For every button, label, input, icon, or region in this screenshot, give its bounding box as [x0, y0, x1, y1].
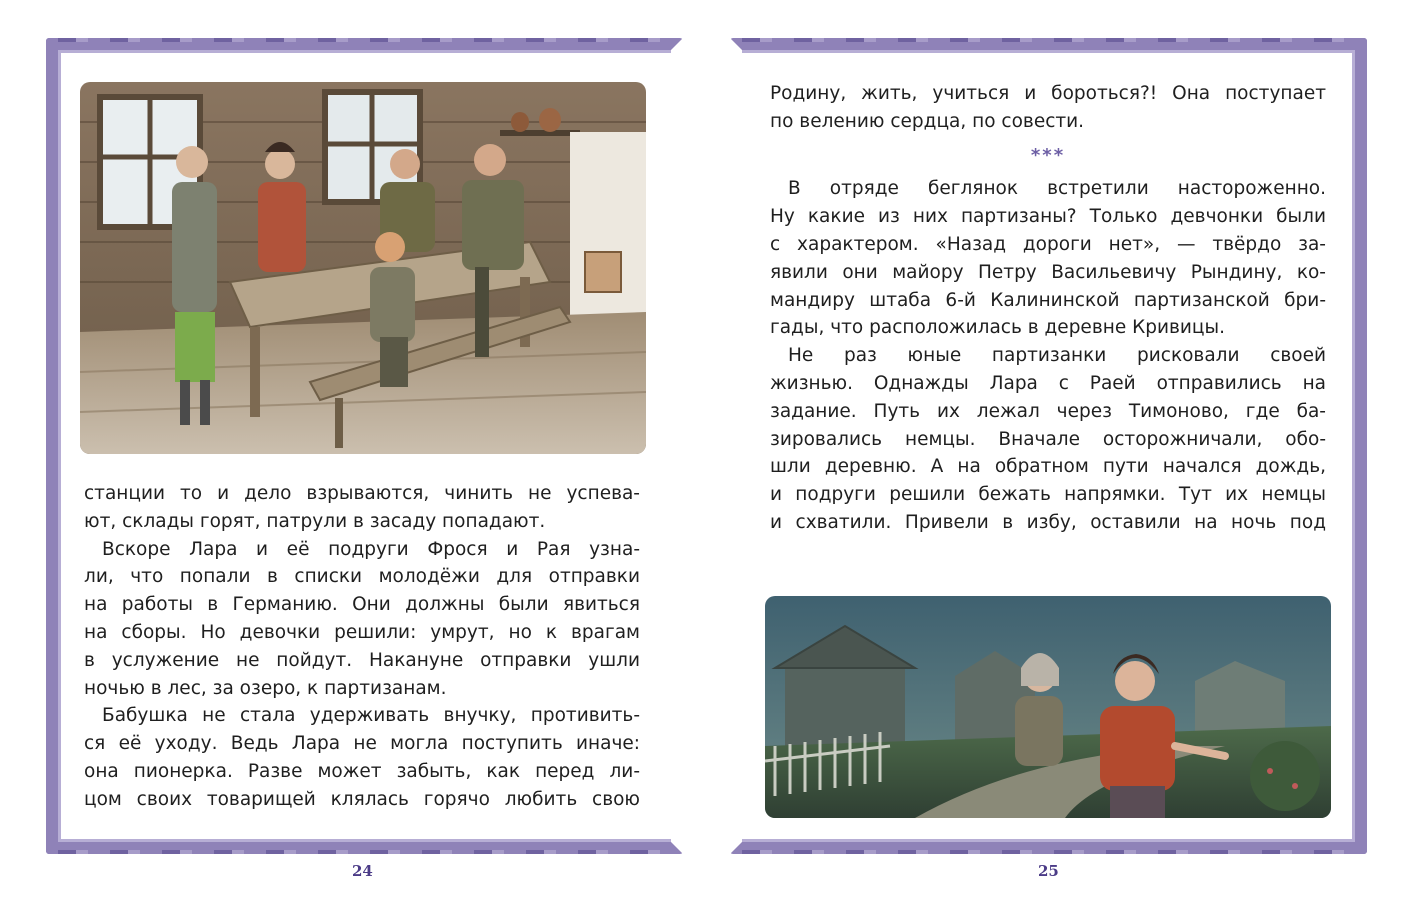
text-line: мандиру штаба 6-й Калининской партизанской бри-	[770, 289, 1326, 311]
text-line: жизнью. Однажды Лара с Раей отправились на	[770, 372, 1326, 394]
text-line: и схватили. Привели в избу, оставили на ночь под	[770, 511, 1326, 533]
text-line: Ну какие из них партизаны? Только девчонки были	[770, 206, 1326, 228]
text-line: с характером. «Назад дороги нет», — твёрдо за-	[770, 233, 1326, 255]
text-line: на сборы. Но девочки решили: умрут, но к врагам	[84, 621, 640, 643]
text-line: ют, склады горят, патрули в засаду попадают.	[84, 510, 546, 532]
text-line: шли деревню. А на обратном пути начался дождь,	[770, 456, 1326, 478]
illustration-night-escape	[765, 596, 1331, 818]
text-line: зировались немцы. Вначале осторожничали, обо-	[770, 428, 1326, 450]
text-line: она пионерка. Разве может забыть, как перед ли-	[84, 760, 640, 782]
left-page-text	[84, 480, 640, 814]
text-line: Бабушка не стала удерживать внучку, противить-	[102, 705, 640, 727]
text-line: Родину, жить, учиться и бороться?! Она поступает	[770, 83, 1326, 104]
text-line: станции то и дело взрываются, чинить не успева-	[84, 483, 640, 504]
text-line: ли, что попали в списки молодёжи для отправки	[84, 566, 640, 588]
text-line: в услужение не пойдут. Накануне отправки ушли	[84, 649, 640, 671]
text-line: Вскоре Лара и её подруги Фрося и Рая узна-	[102, 538, 640, 560]
illustration-partisan-hut	[80, 82, 646, 454]
text-line: ся её уходу. Ведь Лара не могла поступить иначе:	[84, 733, 640, 755]
text-line: и подруги решили бежать напрямки. Тут их немцы	[770, 484, 1326, 506]
text-line: ночью в лес, за озеро, к партизанам.	[84, 677, 447, 699]
text-line: задание. Путь их лежал через Тимоново, где ба-	[770, 400, 1326, 422]
text-line: на работы в Германию. Они должны были явиться	[84, 594, 640, 616]
page-number-right: 25	[1038, 862, 1059, 880]
page-number-left: 24	[352, 862, 373, 880]
text-line: Не раз юные партизанки рисковали своей	[788, 345, 1326, 367]
right-page-text-top	[770, 80, 1326, 537]
text-line: В отряде беглянок встретили настороженно.	[788, 178, 1326, 200]
section-separator: ***	[1030, 144, 1066, 166]
text-line: цом своих товарищей клялась горячо любить свою	[84, 788, 640, 810]
text-line: гады, что расположилась в деревне Кривицы.	[770, 317, 1225, 339]
text-line: явили они майору Петру Васильевичу Рындину, ко-	[770, 261, 1326, 283]
text-line: по велению сердца, по совести.	[770, 110, 1085, 132]
